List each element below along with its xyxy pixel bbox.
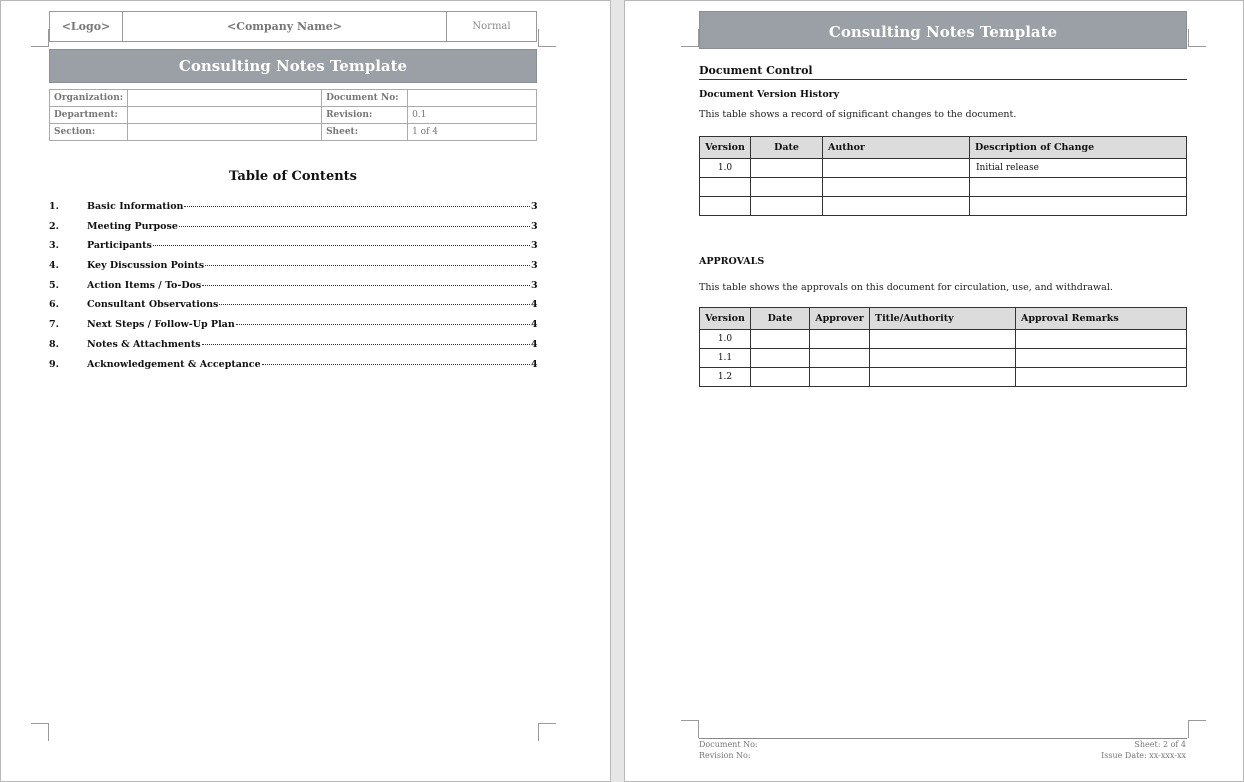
- table-cell[interactable]: 1.0: [700, 330, 751, 349]
- table-cell[interactable]: [870, 349, 1016, 368]
- toc-number: 9.: [49, 358, 59, 370]
- toc-text: Next Steps / Follow-Up Plan: [87, 319, 235, 331]
- approvals-heading: APPROVALS: [699, 256, 765, 267]
- department-label: Department:: [50, 107, 128, 124]
- toc-number: 3.: [49, 240, 59, 252]
- table-header: Author: [823, 137, 970, 159]
- crop-mark: [31, 723, 49, 741]
- version-history-description: This table shows a record of significant changes to the document.: [699, 109, 1017, 120]
- toc-text: Consultant Observations: [87, 299, 219, 311]
- crop-mark: [681, 29, 699, 47]
- toc-text: Basic Information: [87, 201, 184, 212]
- table-cell[interactable]: [970, 178, 1187, 197]
- table-row: [700, 178, 1187, 197]
- table-cell[interactable]: [823, 178, 970, 197]
- toc-number: 4.: [49, 260, 59, 272]
- toc-number: 8.: [49, 338, 59, 350]
- table-cell[interactable]: [970, 197, 1187, 216]
- crop-mark: [1188, 29, 1206, 47]
- sheet-value[interactable]: 1 of 4: [408, 124, 537, 141]
- toc-text: Acknowledgement & Acceptance: [87, 358, 261, 370]
- table-cell[interactable]: [1016, 330, 1187, 349]
- toc-page: 3: [531, 260, 538, 272]
- toc-page: 4: [531, 299, 538, 311]
- toc-leader: [202, 285, 530, 286]
- footer-divider: [699, 738, 1187, 739]
- table-cell[interactable]: [870, 330, 1016, 349]
- toc-text: Action Items / To-Dos: [87, 279, 202, 291]
- table-row: [700, 159, 1187, 178]
- toc-number: 2.: [49, 220, 59, 232]
- footer-revision-no: Revision No:: [699, 751, 751, 760]
- footer-document-no: Document No:: [699, 740, 758, 749]
- toc-number: 1.: [49, 201, 59, 212]
- toc-page: 3: [531, 240, 538, 252]
- toc-entry[interactable]: [49, 240, 537, 260]
- toc-entry[interactable]: [49, 339, 537, 359]
- department-value[interactable]: [128, 107, 322, 124]
- crop-mark: [31, 29, 49, 47]
- table-cell[interactable]: [751, 159, 823, 178]
- table-cell[interactable]: 1.0: [700, 159, 751, 178]
- document-title: Consulting Notes Template: [49, 49, 537, 83]
- crop-mark: [681, 720, 699, 738]
- section-value[interactable]: [128, 124, 322, 141]
- toc-entry[interactable]: [49, 221, 537, 241]
- table-cell[interactable]: [810, 368, 870, 387]
- toc-entry[interactable]: [49, 201, 537, 221]
- toc-entry[interactable]: [49, 260, 537, 280]
- version-history-heading: Document Version History: [699, 89, 840, 100]
- table-header: Date: [751, 308, 810, 330]
- toc-entry[interactable]: [49, 299, 537, 319]
- toc-leader: [179, 226, 530, 227]
- table-cell[interactable]: [751, 330, 810, 349]
- toc-page: 3: [531, 279, 538, 291]
- toc-leader: [184, 206, 530, 207]
- table-cell[interactable]: [810, 349, 870, 368]
- page-1: [0, 0, 611, 782]
- toc-leader: [219, 304, 530, 305]
- company-name: <Company Name>: [123, 12, 447, 42]
- table-row: [700, 197, 1187, 216]
- toc-page: 4: [531, 358, 538, 370]
- table-cell[interactable]: [810, 330, 870, 349]
- table-cell[interactable]: [700, 197, 751, 216]
- table-cell[interactable]: 1.1: [700, 349, 751, 368]
- toc-entry[interactable]: [49, 359, 537, 379]
- style-label: Normal: [447, 12, 537, 42]
- footer-sheet: Sheet: 2 of 4: [1134, 740, 1186, 749]
- revision-value[interactable]: 0.1: [408, 107, 537, 124]
- table-cell[interactable]: [823, 197, 970, 216]
- toc-leader: [262, 364, 530, 365]
- crop-mark: [1188, 720, 1206, 738]
- document-title: Consulting Notes Template: [699, 11, 1187, 49]
- organization-value[interactable]: [128, 90, 322, 107]
- table-cell[interactable]: [751, 178, 823, 197]
- document-no-value[interactable]: [408, 90, 537, 107]
- toc-number: 5.: [49, 279, 59, 291]
- logo-placeholder: <Logo>: [50, 12, 123, 42]
- document-control-heading: Document Control: [699, 64, 1187, 80]
- table-of-contents: [49, 201, 537, 378]
- crop-mark: [538, 723, 556, 741]
- section-label: Section:: [50, 124, 128, 141]
- table-header: Approval Remarks: [1016, 308, 1187, 330]
- table-header: Version: [700, 137, 751, 159]
- version-history-table: [699, 136, 1187, 216]
- header-table: [49, 11, 537, 42]
- table-row: [700, 349, 1187, 368]
- table-row: [700, 368, 1187, 387]
- toc-heading: Table of Contents: [229, 169, 357, 184]
- table-cell[interactable]: 1.2: [700, 368, 751, 387]
- table-header: Version: [700, 308, 751, 330]
- toc-text: Meeting Purpose: [87, 220, 178, 232]
- table-cell[interactable]: [1016, 368, 1187, 387]
- toc-leader: [202, 344, 530, 345]
- toc-text: Participants: [87, 240, 152, 252]
- toc-text: Key Discussion Points: [87, 260, 205, 272]
- approvals-table: [699, 307, 1187, 387]
- table-cell[interactable]: [870, 368, 1016, 387]
- approvals-description: This table shows the approvals on this document for circulation, use, and withdrawal.: [699, 282, 1113, 293]
- crop-mark: [538, 29, 556, 47]
- toc-entry[interactable]: [49, 280, 537, 300]
- table-cell[interactable]: [823, 159, 970, 178]
- table-cell[interactable]: Initial release: [970, 159, 1187, 178]
- toc-leader: [153, 245, 530, 246]
- table-cell[interactable]: [751, 368, 810, 387]
- toc-leader: [236, 324, 530, 325]
- page-2: [624, 0, 1244, 782]
- footer-issue-date: Issue Date: xx-xxx-xx: [1101, 751, 1186, 760]
- table-header: Date: [751, 137, 823, 159]
- toc-leader: [205, 265, 530, 266]
- table-header: Title/Authority: [870, 308, 1016, 330]
- table-cell[interactable]: [1016, 349, 1187, 368]
- table-row: [700, 330, 1187, 349]
- toc-text: Notes & Attachments: [87, 338, 201, 350]
- table-cell[interactable]: [751, 197, 823, 216]
- toc-number: 6.: [49, 299, 59, 311]
- revision-label: Revision:: [322, 107, 408, 124]
- table-cell[interactable]: [751, 349, 810, 368]
- table-cell[interactable]: [700, 178, 751, 197]
- table-header: Description of Change: [970, 137, 1187, 159]
- toc-page: 4: [531, 338, 538, 350]
- sheet-label: Sheet:: [322, 124, 408, 141]
- toc-page: 4: [531, 319, 538, 331]
- document-no-label: Document No:: [322, 90, 408, 107]
- toc-page: 3: [531, 220, 538, 232]
- document-info-table: [49, 89, 537, 141]
- toc-number: 7.: [49, 319, 59, 331]
- toc-page: 3: [531, 201, 538, 212]
- toc-entry[interactable]: [49, 319, 537, 339]
- table-header: Approver: [810, 308, 870, 330]
- organization-label: Organization:: [50, 90, 128, 107]
